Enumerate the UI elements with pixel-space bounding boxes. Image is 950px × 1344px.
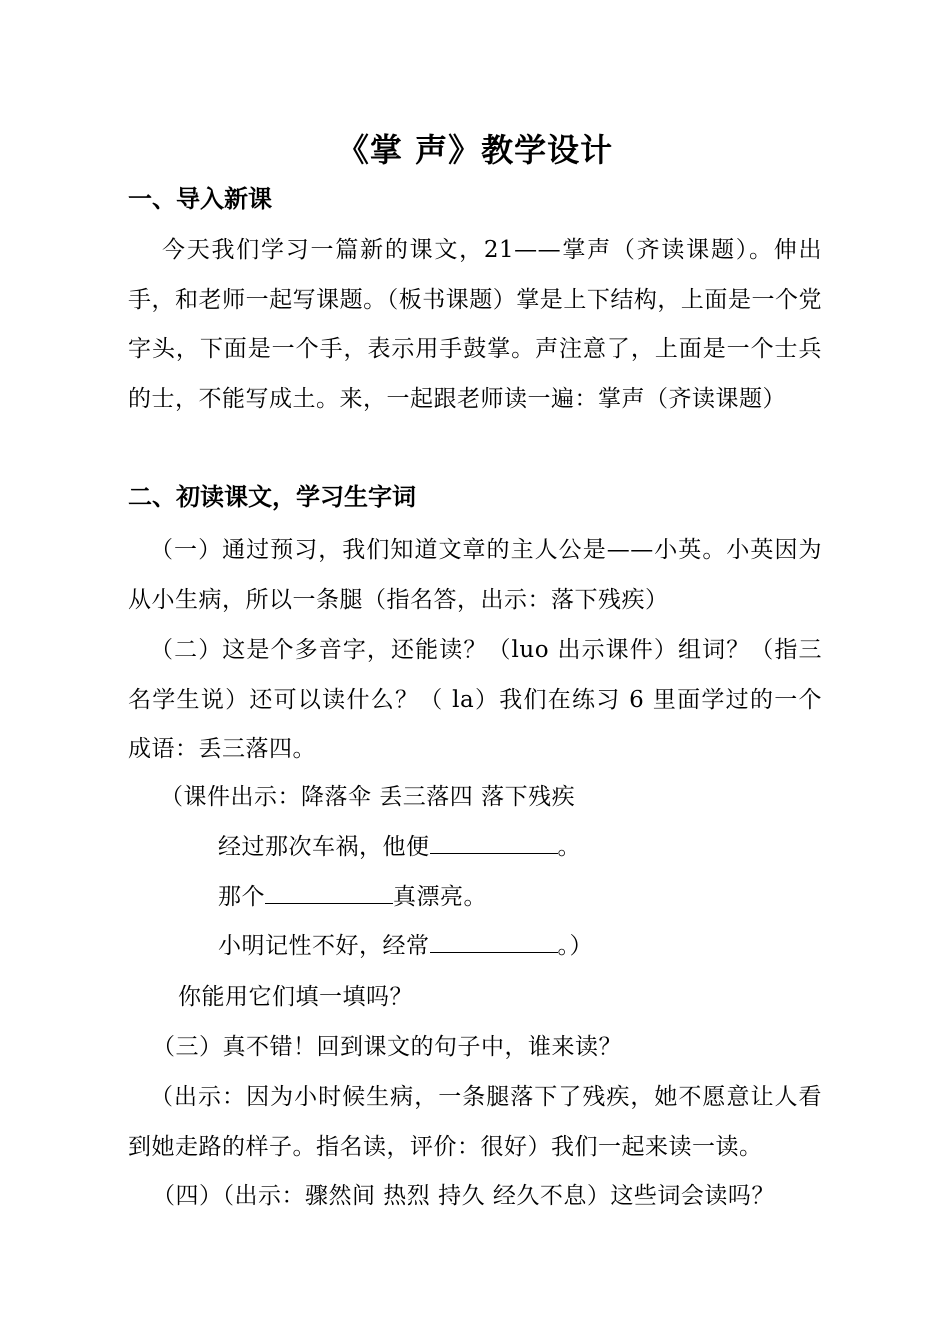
fill-question: 你能用它们填一填吗？: [178, 984, 413, 1010]
section-heading-1: 一、导入新课: [128, 185, 272, 213]
blank-line: [430, 831, 558, 854]
section-heading-2: 二、初读课文，学习生字词: [128, 483, 416, 511]
fill-sentence-2: [218, 880, 487, 914]
section-2-paragraph-2: （二）这是个多音字，还能读？（luo 出示课件）组词？（指三名学生说）还可以读什么？（ la）我们在练习 6 里面学过的一个成语：丢三落四。: [128, 637, 822, 763]
fill-sentence-3-end: 。）: [557, 933, 593, 959]
section-2-paragraph-1: （一）通过预习，我们知道文章的主人公是——小英。小英因为从小生病，所以一条腿（指名答，出示：落下残疾）: [128, 537, 822, 613]
blank-line: [430, 930, 558, 953]
fill-sentence-3-text: 小明记性不好，经常: [218, 933, 430, 959]
page-title: 《掌 声》教学设计: [336, 131, 614, 169]
courseware-line: （课件出示：降落伞 丢三落四 落下残疾: [160, 784, 576, 810]
fill-sentence-1-end: 。: [557, 834, 581, 860]
blank-line: [265, 881, 393, 904]
section-2-paragraph-5: （四）（出示：骤然间 热烈 持久 经久不息）这些词会读吗？: [152, 1183, 775, 1209]
section-2-paragraph-3: （三）真不错！回到课文的句子中，谁来读？: [152, 1034, 622, 1060]
section-2-paragraph-4: （出示：因为小时候生病，一条腿落下了残疾，她不愿意让人看到她走路的样子。指名读，评价：很好）我们一起来读一读。: [128, 1084, 822, 1160]
fill-sentence-3: [218, 929, 593, 963]
fill-sentence-2-end: 真漂亮。: [393, 884, 487, 910]
fill-sentence-2-text: 那个: [218, 884, 265, 910]
fill-sentence-1-text: 经过那次车祸，他便: [218, 834, 430, 860]
section-1-paragraph: 今天我们学习一篇新的课文，21——掌声（齐读课题）。伸出手，和老师一起写课题。（板书课题）掌是上下结构，上面是一个党字头，下面是一个手，表示用手鼓掌。声注意了，上面是一个士兵的士，不能写成土。来，一起跟老师读一遍：掌声（齐读课题）: [128, 237, 822, 412]
fill-sentence-1: [218, 830, 581, 864]
